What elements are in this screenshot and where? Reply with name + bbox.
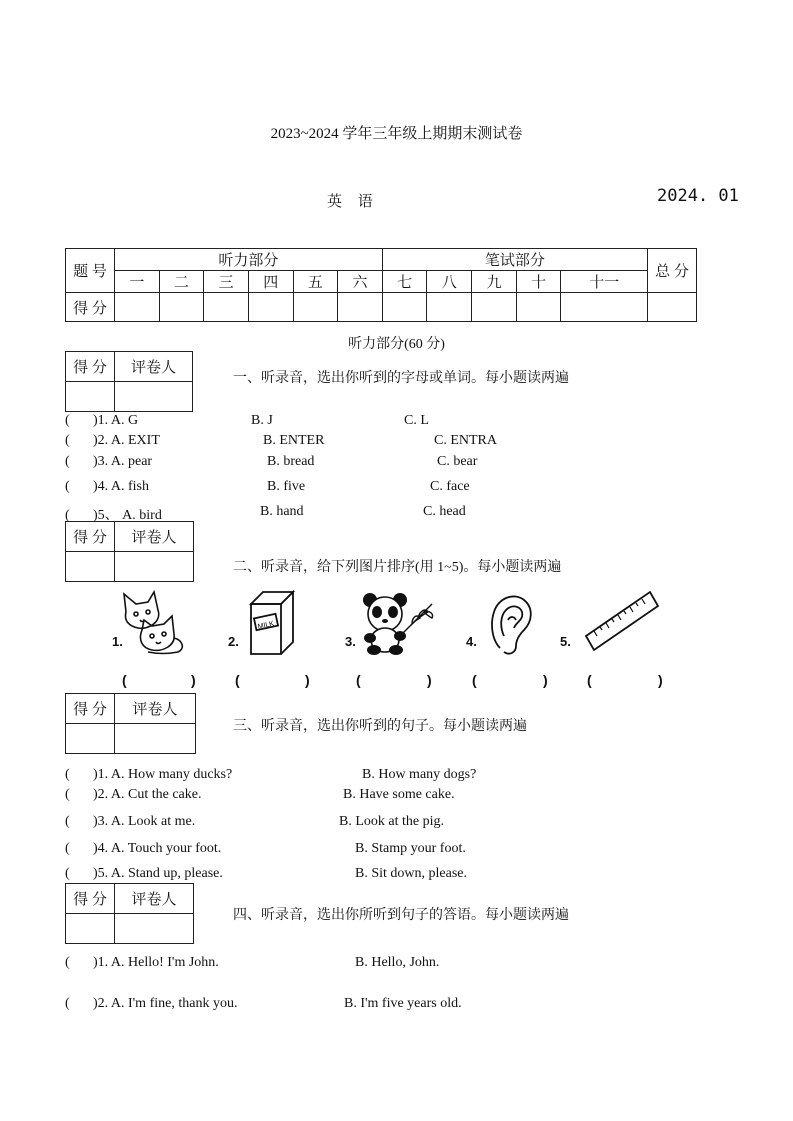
answer-blank: (	[65, 955, 70, 970]
grader-score-cell[interactable]	[66, 914, 115, 944]
question-row	[65, 955, 219, 971]
question-row	[65, 866, 223, 882]
answer-blank-open: (	[122, 672, 127, 688]
total-header: 总 分	[648, 249, 697, 293]
exam-date: 2024. 01	[657, 186, 739, 206]
answer-blank: (	[65, 454, 70, 469]
option-a: )3. A. pear	[93, 454, 153, 469]
answer-blank-close: )	[191, 672, 196, 688]
col-title: 题 号	[66, 249, 115, 293]
option-b: B. ENTER	[263, 433, 325, 448]
answer-blank-open: (	[356, 672, 361, 688]
option-c: C. ENTRA	[434, 433, 497, 448]
section-number: 五	[293, 271, 338, 293]
score-table	[65, 248, 697, 322]
subject-label: 英 语	[327, 194, 379, 210]
answer-blank: (	[65, 866, 70, 881]
grader-score-cell[interactable]	[66, 552, 115, 582]
option-c: C. face	[430, 479, 470, 494]
option-a: )5、 A. bird	[93, 508, 162, 523]
exam-title: 2023~2024 学年三年级上期期末测试卷	[270, 126, 523, 142]
section4-instruction: 四、听录音，选出你所听到句子的答语。每小题读两遍	[233, 908, 569, 923]
listening-part-header: 听力部分	[115, 249, 383, 271]
milk-label: MILK	[257, 620, 275, 631]
grader-score-label: 得 分	[66, 694, 115, 724]
score-cell[interactable]	[561, 293, 648, 322]
grader-reviewer-label: 评卷人	[115, 884, 194, 914]
question-row	[65, 841, 221, 857]
score-row-label: 得 分	[66, 293, 115, 322]
score-cell[interactable]	[472, 293, 517, 322]
question-row	[65, 413, 138, 429]
question-row	[65, 454, 152, 470]
score-cell[interactable]	[293, 293, 338, 322]
total-score-cell[interactable]	[648, 293, 697, 322]
score-cell[interactable]	[204, 293, 249, 322]
grader-box	[65, 351, 193, 412]
section-number: 八	[427, 271, 472, 293]
grader-score-label: 得 分	[66, 884, 115, 914]
option-b: B. Hello, John.	[355, 955, 440, 970]
section1-instruction: 一、听录音，选出你听到的字母或单词。每小题读两遍	[233, 371, 569, 386]
grader-reviewer-cell[interactable]	[115, 724, 196, 754]
answer-blank-open: (	[587, 672, 592, 688]
answer-blank-open: (	[472, 672, 477, 688]
option-a: )2. A. Cut the cake.	[93, 787, 202, 802]
option-a: )4. A. fish	[93, 479, 149, 494]
section-number: 二	[159, 271, 204, 293]
option-b: B. I'm five years old.	[344, 996, 462, 1011]
section-number: 六	[338, 271, 383, 293]
ruler-icon	[582, 588, 662, 658]
answer-blank: (	[65, 508, 70, 523]
section-number: 四	[248, 271, 293, 293]
section-number: 九	[472, 271, 517, 293]
answer-blank-close: )	[427, 672, 432, 688]
question-row	[65, 767, 232, 783]
milk-carton-icon	[245, 590, 301, 656]
section-number: 十一	[561, 271, 648, 293]
section2-instruction: 二、听录音，给下列图片排序(用 1~5)。每小题读两遍	[233, 560, 562, 575]
option-a: )1. A. Hello! I'm John.	[93, 955, 219, 970]
option-a: )5. A. Stand up, please.	[93, 866, 223, 881]
grader-score-cell[interactable]	[66, 382, 115, 412]
answer-blank-close: )	[305, 672, 310, 688]
answer-blank-open: (	[235, 672, 240, 688]
grader-reviewer-cell[interactable]	[115, 382, 193, 412]
answer-blank: (	[65, 413, 70, 428]
picture-number: 1.	[112, 634, 123, 649]
answer-blank: (	[65, 433, 70, 448]
option-c: C. head	[423, 504, 466, 519]
written-part-header: 笔试部分	[382, 249, 647, 271]
option-b: B. Have some cake.	[343, 787, 455, 802]
section-number: 十	[516, 271, 561, 293]
picture-number: 4.	[466, 634, 477, 649]
answer-blank: (	[65, 479, 70, 494]
answer-blank: (	[65, 996, 70, 1011]
score-cell[interactable]	[338, 293, 383, 322]
option-c: C. bear	[437, 454, 478, 469]
answer-blank-close: )	[543, 672, 548, 688]
score-cell[interactable]	[427, 293, 472, 322]
option-b: B. bread	[267, 454, 315, 469]
option-a: )1. A. How many ducks?	[93, 767, 233, 782]
cats-icon	[118, 590, 190, 656]
option-a: )2. A. I'm fine, thank you.	[93, 996, 238, 1011]
grader-box	[65, 521, 194, 582]
option-b: B. How many dogs?	[362, 767, 477, 782]
grader-score-cell[interactable]	[66, 724, 115, 754]
section-number: 一	[115, 271, 160, 293]
grader-reviewer-label: 评卷人	[115, 694, 196, 724]
picture-number: 2.	[228, 634, 239, 649]
picture-number: 5.	[560, 634, 571, 649]
grader-score-label: 得 分	[66, 522, 115, 552]
question-row	[65, 787, 201, 803]
option-c: C. L	[404, 413, 429, 428]
option-b: B. five	[267, 479, 306, 494]
score-cell[interactable]	[516, 293, 561, 322]
panda-icon	[358, 590, 440, 656]
grader-reviewer-label: 评卷人	[115, 352, 193, 382]
section3-instruction: 三、听录音，选出你听到的句子。每小题读两遍	[233, 719, 527, 734]
grader-reviewer-cell[interactable]	[115, 552, 194, 582]
option-a: )1. A. G	[93, 413, 139, 428]
question-row	[65, 814, 195, 830]
ear-icon	[486, 590, 536, 656]
grader-box	[65, 693, 196, 754]
picture-number: 3.	[345, 634, 356, 649]
score-cell[interactable]	[159, 293, 204, 322]
grader-score-label: 得 分	[66, 352, 115, 382]
answer-blank: (	[65, 814, 70, 829]
score-cell[interactable]	[248, 293, 293, 322]
option-a: )2. A. EXIT	[93, 433, 160, 448]
grader-reviewer-cell[interactable]	[115, 914, 194, 944]
option-b: B. Look at the pig.	[339, 814, 444, 829]
option-a: )4. A. Touch your foot.	[93, 841, 222, 856]
answer-blank: (	[65, 767, 70, 782]
option-b: B. Sit down, please.	[355, 866, 467, 881]
answer-blank: (	[65, 841, 70, 856]
question-row	[65, 479, 149, 495]
option-b: B. Stamp your foot.	[355, 841, 466, 856]
grader-box	[65, 883, 194, 944]
option-b: B. hand	[260, 504, 304, 519]
score-cell[interactable]	[115, 293, 160, 322]
answer-blank: (	[65, 787, 70, 802]
question-row	[65, 433, 160, 449]
question-row	[65, 996, 237, 1012]
option-a: )3. A. Look at me.	[93, 814, 196, 829]
section-number: 三	[204, 271, 249, 293]
answer-blank-close: )	[658, 672, 663, 688]
grader-reviewer-label: 评卷人	[115, 522, 194, 552]
option-b: B. J	[251, 413, 273, 428]
section-number: 七	[382, 271, 427, 293]
score-cell[interactable]	[382, 293, 427, 322]
listening-heading: 听力部分(60 分)	[348, 337, 445, 352]
